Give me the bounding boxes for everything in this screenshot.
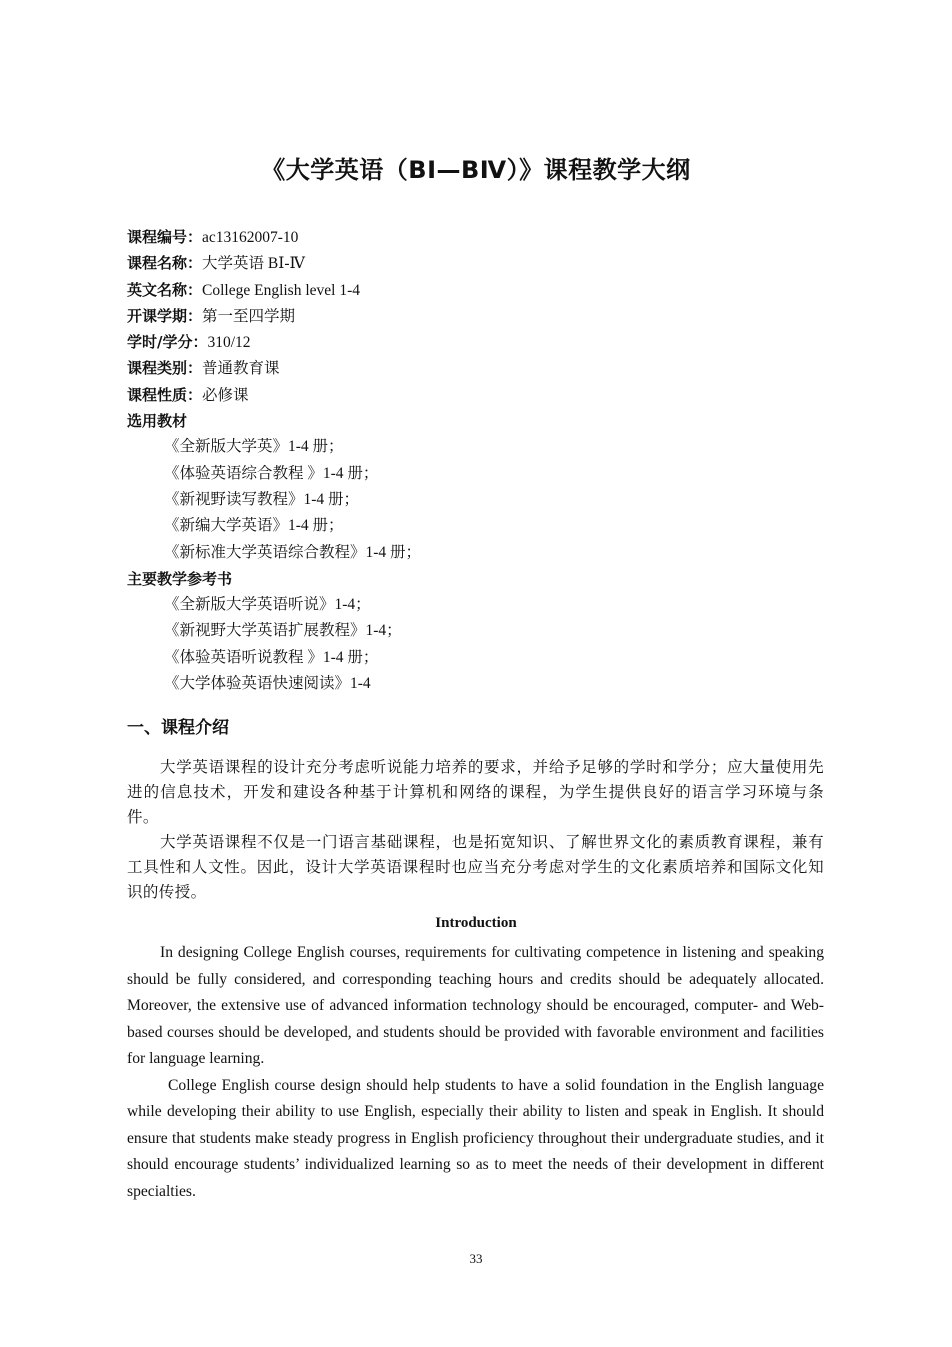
meta-value: 必修课 [202, 386, 249, 404]
cn-paragraph: 大学英语课程不仅是一门语言基础课程，也是拓宽知识、了解世界文化的素质教育课程，兼有工具性和人文性。因此，设计大学英语课程时也应当充分考虑对学生的文化素质培养和国际文化知识的传授。 [127, 833, 824, 901]
meta-value: 普通教育课 [202, 360, 280, 378]
reference-item: 《全新版大学英语听说》1-4； [164, 596, 371, 614]
meta-value: 310/12 [207, 334, 251, 352]
reference-item: 《大学体验英语快速阅读》1-4 [164, 675, 371, 693]
meta-course-name [127, 250, 827, 276]
meta-nature [127, 382, 827, 408]
meta-label: 学时/学分： [127, 333, 208, 352]
en-paragraph: College English course design should help students to have a solid foundation in the English language while developing their ability to use English, especially their ability to listen and speak in English. It should ensure that students make steady progress in English proficiency throughout their undergraduate studies, and it should encourage students’ individualized learning so as to meet the needs of their development in different specialties. [127, 1076, 824, 1200]
textbook-item: 《新编大学英语》1-4 册； [164, 517, 344, 535]
en-paragraph: In designing College English courses, requirements for cultivating competence in listening and speaking should be fully considered, and corresponding teaching hours and credits should be adequately allocated. Moreover, the extensive use of advanced information technology should be encouraged, computer- and Web-based courses should be developed, and students should be provided with favorable environment and facilities for language learning. [127, 944, 824, 1067]
meta-category [127, 355, 827, 381]
meta-value: 第一至四学期 [202, 307, 296, 325]
course-info [127, 224, 827, 697]
meta-course-code [127, 224, 827, 250]
meta-value: ac13162007-10 [202, 229, 299, 246]
meta-label: 英文名称： [127, 280, 203, 299]
document-title: 《大学英语（BⅠ—BⅣ）》课程教学大纲 [261, 156, 691, 184]
reference-item: 《体验英语听说教程 》1-4 册； [164, 648, 379, 666]
textbooks-heading: 选用教材 [127, 412, 188, 431]
textbook-item: 《全新版大学英》1-4 册； [164, 438, 344, 456]
section-heading-course-intro: 一、课程介绍 [127, 718, 229, 738]
meta-label: 课程编号： [127, 228, 203, 246]
textbook-item: 《新标准大学英语综合教程》1-4 册； [164, 543, 422, 561]
textbook-item: 《体验英语综合教程 》1-4 册； [164, 464, 379, 482]
meta-label: 课程名称： [127, 254, 203, 273]
english-intro [127, 940, 824, 1205]
meta-label: 课程类别： [127, 359, 203, 378]
meta-label: 开课学期： [127, 306, 203, 325]
meta-hours-credits [127, 329, 827, 355]
meta-value: 大学英语 BⅠ-Ⅳ [202, 255, 305, 273]
meta-english-name [127, 277, 827, 303]
references-heading: 主要教学参考书 [127, 569, 233, 588]
reference-item: 《新视野大学英语扩展教程》1-4； [164, 622, 402, 640]
meta-label: 课程性质： [127, 385, 203, 404]
introduction-heading: Introduction [435, 915, 517, 931]
textbook-item: 《新视野读写教程》1-4 册； [164, 490, 360, 508]
meta-semester [127, 303, 827, 329]
page-number: 33 [469, 1251, 483, 1266]
meta-value: College English level 1-4 [202, 281, 360, 299]
chinese-intro [127, 755, 824, 905]
cn-paragraph: 大学英语课程的设计充分考虑听说能力培养的要求，并给予足够的学时和学分；应大量使用先进的信息技术，开发和建设各种基于计算机和网络的课程，为学生提供良好的语言学习环境与条件。 [127, 758, 824, 826]
